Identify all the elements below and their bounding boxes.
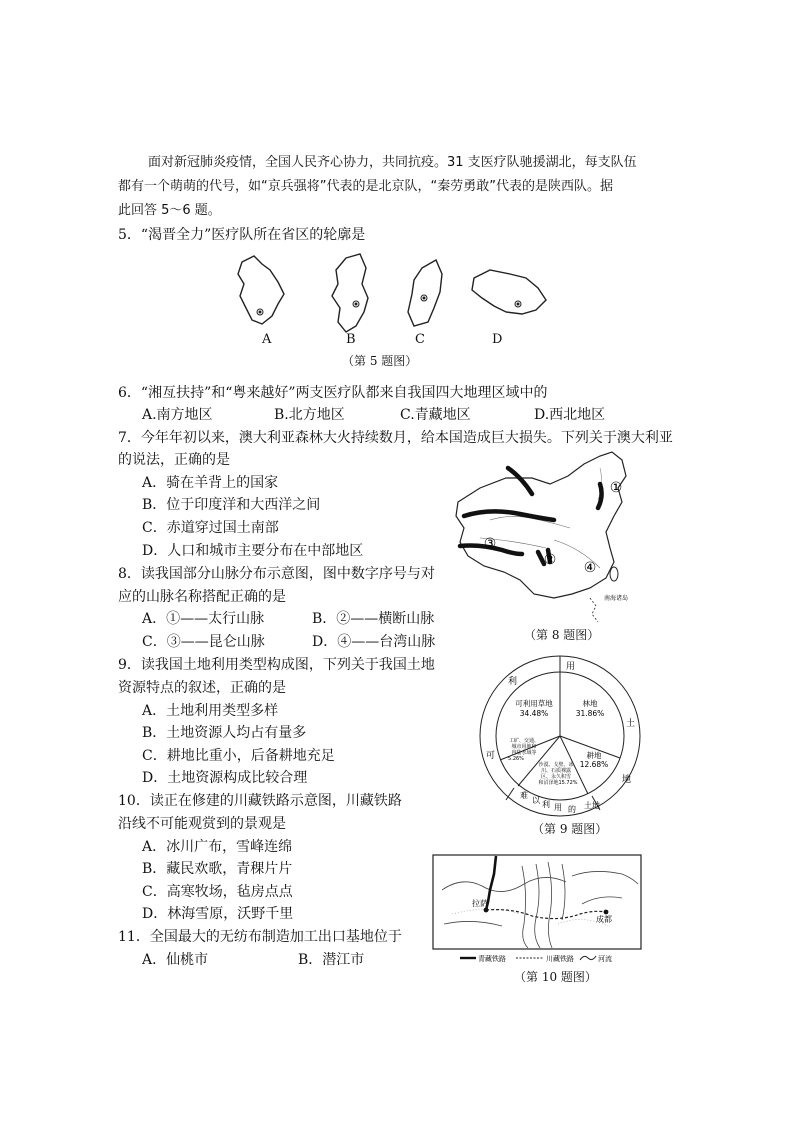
- q11-stem: 11．全国最大的无纺布制造加工出口基地位于: [118, 929, 402, 945]
- ring-char-10: 可: [486, 751, 496, 761]
- q10-caption: （第 10 题图）: [514, 970, 597, 984]
- ring-char-5: 的: [568, 805, 576, 814]
- ring-char-6: 用: [554, 803, 562, 812]
- ring-char-7: 利: [542, 800, 550, 809]
- q10-stem-1: 10．读正在修建的川藏铁路示意图，川藏铁路: [118, 793, 402, 809]
- q9-option-b[interactable]: B．土地资源人均占有量多: [142, 725, 307, 741]
- q5-stem: 5．“渴晋全力”医疗队所在省区的轮廓是: [118, 227, 366, 243]
- city-lhasa: 拉萨: [472, 899, 488, 908]
- ring-char-8: 以: [532, 796, 540, 805]
- q6-option-c[interactable]: C.青藏地区: [400, 407, 471, 423]
- mountain-line-1: [508, 468, 532, 494]
- map-mark-1: ①: [609, 480, 623, 496]
- river-legend-icon: [580, 956, 596, 960]
- q10-option-a[interactable]: A．冰川广布，雪峰连绵: [142, 839, 293, 855]
- legend-sichuan-tibet: 川藏铁路: [546, 955, 574, 963]
- q8-option-c[interactable]: C．③——昆仑山脉: [142, 634, 265, 650]
- slice-farm-label: 耕地: [586, 751, 602, 760]
- slice-desert-line-4: 和沼泽地15.72%: [538, 780, 578, 786]
- q6-option-a[interactable]: A.南方地区: [142, 407, 213, 423]
- q5-label-a: A: [262, 332, 272, 347]
- slice-forest-label: 林地: [582, 699, 598, 708]
- legend-qinghai-tibet: 青藏铁路: [478, 955, 506, 963]
- slice-grass-label: 可利用草地: [515, 699, 553, 708]
- q7-stem-2: 的说法，正确的是: [118, 452, 230, 468]
- q7-option-d[interactable]: D．人口和城市主要分布在中部地区: [142, 543, 364, 559]
- q6-option-d[interactable]: D.西北地区: [534, 407, 606, 423]
- city-chengdu: 成都: [596, 915, 612, 924]
- q9-land-use-pie: [478, 654, 642, 818]
- q8-option-d[interactable]: D．④——台湾山脉: [312, 634, 436, 650]
- q8-option-b[interactable]: B．②——横断山脉: [312, 611, 435, 627]
- q9-caption: （第 9 题图）: [532, 822, 608, 836]
- q5-label-d: D: [492, 332, 503, 347]
- slice-built-line-3: 内陆水域等: [511, 750, 537, 756]
- q7-option-b[interactable]: B．位于印度洋和大西洋之间: [142, 497, 321, 513]
- outline-b: [332, 254, 368, 332]
- q7-stem-1: 7．今年年初以来，澳大利亚森林大火持续数月，给本国造成巨大损失。下列关于澳大利亚: [118, 430, 673, 446]
- intro-line-1: 面对新冠肺炎疫情，全国人民齐心协力，共同抗疫。31 支医疗队驰援湖北，每支队伍: [148, 155, 637, 170]
- q8-mountain-map: [450, 448, 630, 628]
- q9-option-c[interactable]: C．耕地比重小，后备耕地充足: [142, 748, 335, 764]
- ring-char-9: 难: [520, 791, 528, 800]
- slice-farm-value: 12.68%: [579, 760, 609, 769]
- outline-c: [408, 260, 442, 326]
- q8-stem-1: 8．读我国部分山脉分布示意图，图中数字序号与对: [118, 566, 435, 582]
- outline-a: [238, 256, 284, 324]
- slice-desert-line-1: 沙漠、戈壁、冰: [538, 762, 574, 768]
- q7-option-a[interactable]: A．骑在羊背上的国家: [142, 475, 279, 491]
- q5-caption: （第 5 题图）: [342, 354, 418, 368]
- q5-label-b: B: [346, 332, 356, 347]
- map-mark-2: ②: [543, 552, 557, 568]
- q6-option-b[interactable]: B.北方地区: [274, 407, 345, 423]
- q8-option-a[interactable]: A．①——太行山脉: [142, 611, 265, 627]
- q10-stem-2: 沿线不可能观赏到的景观是: [118, 816, 286, 832]
- q10-option-c[interactable]: C．高寒牧场，毡房点点: [142, 884, 293, 900]
- q6-stem: 6．“湘亙扶持”和“粤来越好”两支医疗队都来自我国四大地理区域中的: [118, 385, 548, 401]
- q10-railway-map: [432, 854, 642, 968]
- map-mark-3: ③: [483, 536, 497, 552]
- ring-char-4: 土地: [584, 801, 600, 810]
- q9-stem-1: 9．读我国土地利用类型构成图，下列关于我国土地: [118, 657, 435, 673]
- outline-d: [472, 270, 546, 314]
- mountain-line-4: [598, 484, 602, 508]
- q7-option-c[interactable]: C．赤道穿过国土南部: [142, 520, 279, 536]
- ring-char-3: 地: [622, 775, 632, 785]
- q5-label-c: C: [415, 332, 425, 347]
- q9-option-a[interactable]: A．土地利用类型多样: [142, 703, 279, 719]
- intro-line-2: 都有一个萌萌的代号，如“京兵强将”代表的是北京队，“秦劳勇敢”代表的是陕西队。据: [118, 179, 613, 194]
- q11-option-b[interactable]: B．潜江市: [298, 952, 365, 968]
- ring-char-1: 用: [566, 662, 576, 672]
- ring-char-2: 土: [626, 719, 636, 729]
- map-south-sea: 南海诸岛: [604, 595, 629, 602]
- map-mark-4: ④: [583, 560, 597, 576]
- slice-grass-value: 34.48%: [519, 709, 549, 718]
- slice-desert-line-3: 区、永久积雪: [540, 774, 572, 780]
- ring-char-11: 利: [508, 677, 518, 687]
- q9-stem-2: 资源特点的叙述，正确的是: [118, 680, 286, 696]
- q8-stem-2: 应的山脉名称搭配正确的是: [118, 589, 286, 605]
- q10-option-d[interactable]: D．林海雪原，沃野千里: [142, 906, 294, 922]
- q5-province-outlines: [228, 250, 558, 334]
- slice-built-line-1: 工矿、交通、: [508, 738, 540, 744]
- q9-option-d[interactable]: D．土地资源构成比较合理: [142, 770, 308, 786]
- mountain-line-2: [464, 511, 554, 520]
- legend-river: 河流: [598, 955, 612, 963]
- slice-forest-value: 31.86%: [575, 709, 605, 718]
- slice-built-value: 5.26%: [508, 756, 524, 762]
- slice-built-line-2: 城市用地和: [511, 744, 537, 750]
- q10-option-b[interactable]: B．藏民欢歌，青稞片片: [142, 861, 293, 877]
- q11-option-a[interactable]: A．仙桃市: [142, 952, 209, 968]
- intro-line-3: 此回答 5～6 题。: [118, 203, 221, 218]
- q8-caption: （第 8 题图）: [524, 628, 600, 642]
- slice-desert-line-2: 川、石质裸露: [540, 768, 572, 774]
